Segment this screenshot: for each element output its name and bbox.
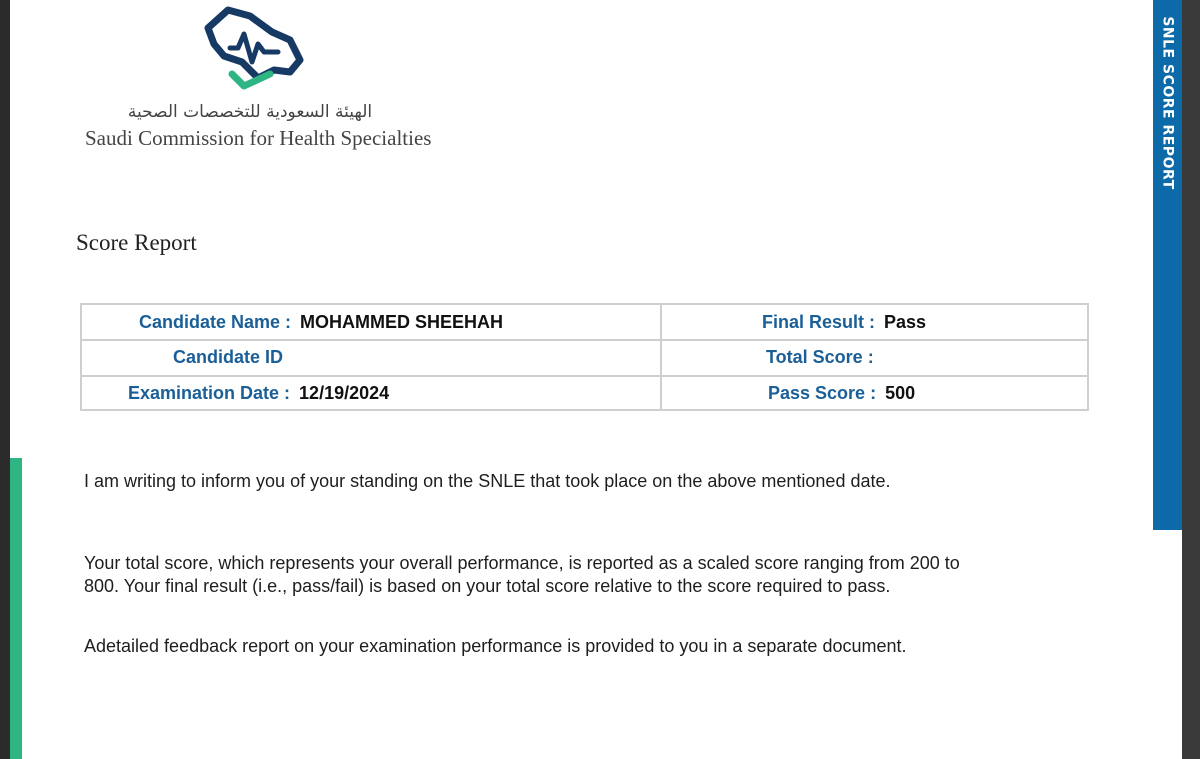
table-divider	[660, 305, 662, 409]
body-paragraph-2-line-2: 800. Your final result (i.e., pass/fail) is based on your total score relative to the score required to pass.	[84, 576, 891, 596]
page-title: Score Report	[76, 230, 197, 255]
score-report-page	[10, 0, 1182, 759]
total-score-row	[766, 340, 883, 374]
exam-date-value: 12/19/2024	[299, 382, 390, 403]
org-name-arabic: الهيئة السعودية للتخصصات الصحية	[127, 102, 373, 122]
final-result-label: Final Result :	[762, 311, 876, 332]
exam-date-label: Examination Date :	[128, 382, 291, 403]
side-tab-label: SNLE SCORE REPORT	[1159, 15, 1176, 190]
candidate-info-table	[80, 303, 1089, 411]
page-edge-shadow	[1182, 0, 1200, 759]
exam-date-row	[128, 376, 389, 410]
total-score-label: Total Score :	[766, 346, 874, 367]
org-name-english: Saudi Commission for Health Specialties	[85, 126, 432, 150]
final-result-row	[762, 305, 926, 339]
pass-score-value: 500	[885, 382, 916, 403]
accent-bar	[10, 458, 22, 759]
pass-score-row	[768, 376, 915, 410]
scfhs-logo-icon	[198, 4, 308, 96]
body-paragraph-3: Adetailed feedback report on your examination performance is provided to you in a separate document.	[84, 636, 907, 656]
side-tab-label-wrap	[1153, 0, 1182, 205]
candidate-name-label: Candidate Name :	[139, 311, 292, 332]
candidate-name-row	[139, 305, 503, 339]
candidate-id-row	[173, 340, 292, 374]
body-paragraph-2-line-1: Your total score, which represents your overall performance, is reported as a scaled score ranging from 200 to	[84, 553, 960, 573]
final-result-value: Pass	[884, 311, 927, 332]
candidate-name-value: MOHAMMED SHEEHAH	[300, 311, 504, 332]
candidate-id-label: Candidate ID	[173, 346, 284, 367]
pass-score-label: Pass Score :	[768, 382, 877, 403]
body-paragraph-1: I am writing to inform you of your standing on the SNLE that took place on the above mentioned date.	[84, 471, 891, 491]
